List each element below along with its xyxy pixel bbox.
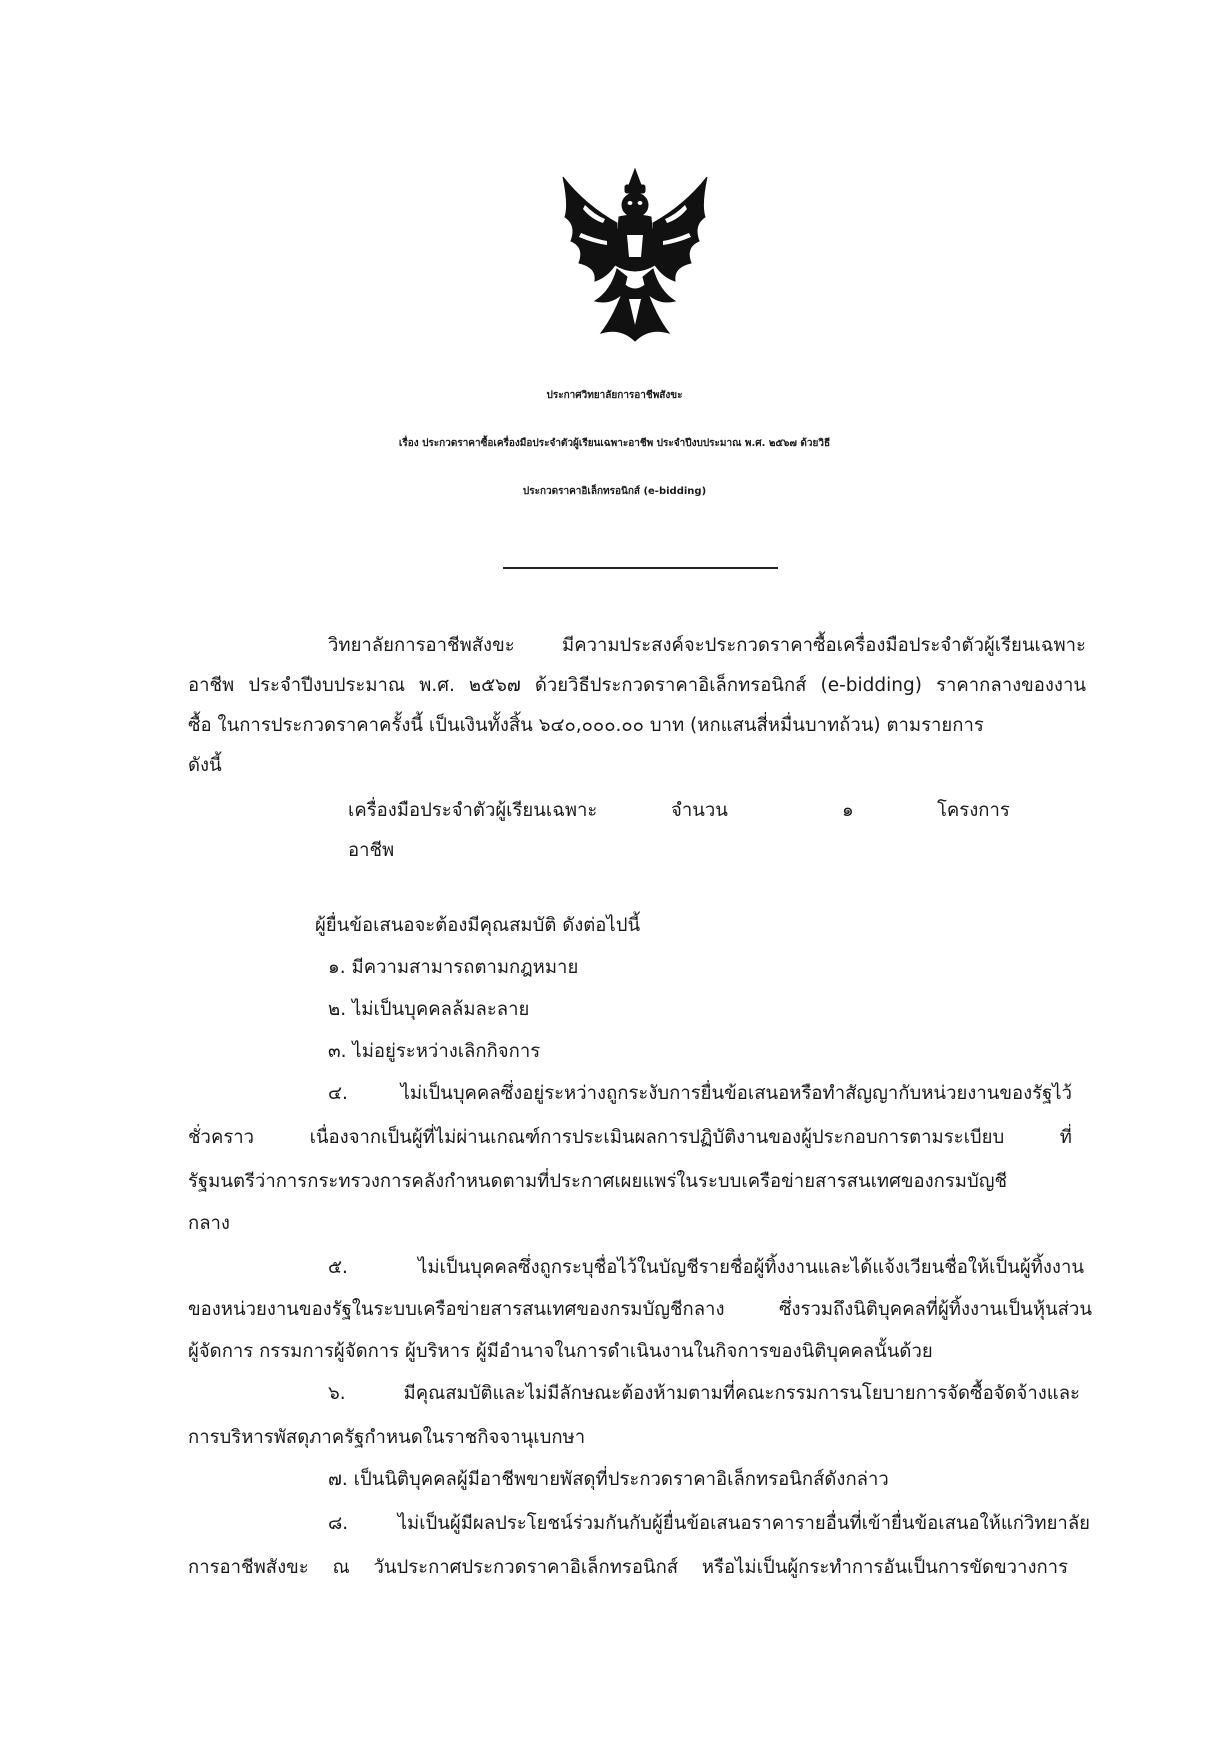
qualification-1: ๑. มีความสามารถตามกฎหมาย bbox=[328, 957, 579, 978]
qualification-3: ๓. ไม่อยู่ระหว่างเลิกกิจการ bbox=[328, 1041, 541, 1062]
qualification-8-line-2: การอาชีพสังขะ ณ วันประกาศประกวดราคาอิเล็กทรอนิกส์ หรือไม่เป็นผู้กระทำการอันเป็นการขัดขวางการ bbox=[188, 1557, 1068, 1578]
qualification-4-line-4: กลาง bbox=[188, 1213, 230, 1234]
qualification-4: ๔. ไม่เป็นบุคคลซึ่งอยู่ระหว่างถูกระงับการยื่นข้อเสนอหรือทำสัญญากับหน่วยงานของรัฐไว้ bbox=[328, 1083, 1072, 1104]
item-name-cont: อาชีพ bbox=[348, 840, 395, 861]
qualification-5-line-2: ของหน่วยงานของรัฐในระบบเครือข่ายสารสนเทศของกรมบัญชีกลาง ซึ่งรวมถึงนิติบุคคลที่ผู้ทิ้งงานเป็นหุ้นส่วน bbox=[188, 1299, 1092, 1320]
qualification-5-line-3: ผู้จัดการ กรรมการผู้จัดการ ผู้บริหาร ผู้มีอำนาจในการดำเนินงานในกิจการของนิติบุคคลนั้นด้วย bbox=[188, 1341, 933, 1362]
qualification-2: ๒. ไม่เป็นบุคคลล้มละลาย bbox=[328, 999, 530, 1020]
qualification-4-line-3: รัฐมนตรีว่าการกระทรวงการคลังกำหนดตามที่ประกาศเผยแพร่ในระบบเครือข่ายสารสนเทศของกรมบัญชี bbox=[188, 1171, 1008, 1192]
qualifications-heading: ผู้ยื่นข้อเสนอจะต้องมีคุณสมบัติ ดังต่อไปนี้ bbox=[315, 915, 641, 936]
qualification-6-line-2: การบริหารพัสดุภาครัฐกำหนดในราชกิจจานุเบกษา bbox=[188, 1427, 586, 1448]
qualification-8: ๘. ไม่เป็นผู้มีผลประโยชน์ร่วมกันกับผู้ยื่นข้อเสนอราคารายอื่นที่เข้ายื่นข้อเสนอให้แก่วิทยาลัย bbox=[328, 1513, 1090, 1534]
item-quantity: ๑ bbox=[842, 800, 854, 821]
qualification-4-line-2: ชั่วคราว เนื่องจากเป็นผู้ที่ไม่ผ่านเกณฑ์การประเมินผลการปฏิบัติงานของผู้ประกอบการตามระเบียบ ที่ bbox=[188, 1127, 1072, 1148]
item-quantity-label: จำนวน bbox=[671, 800, 728, 821]
announcement-subject-cont: ประกวดราคาอิเล็กทรอนิกส์ (e-bidding) bbox=[522, 486, 707, 497]
qualification-6: ๖. มีคุณสมบัติและไม่มีลักษณะต้องห้ามตามที่คณะกรรมการนโยบายการจัดซื้อจัดจ้างและ bbox=[328, 1383, 1080, 1404]
announcement-subject: เรื่อง ประกวดราคาซื้อเครื่องมือประจำตัวผู้เรียนเฉพาะอาชีพ ประจำปีงบประมาณ พ.ศ. ๒๕๖๗ ด้วยวิธี bbox=[398, 438, 831, 449]
qualification-5: ๕. ไม่เป็นบุคคลซึ่งถูกระบุชื่อไว้ในบัญชีรายชื่อผู้ทิ้งงานและได้แจ้งเวียนชื่อให้เป็นผู้ทิ้งงาน bbox=[328, 1257, 1084, 1278]
title-divider bbox=[503, 567, 778, 569]
intro-line-4: ดังนี้ bbox=[188, 755, 222, 776]
qualification-7: ๗. เป็นนิติบุคคลผู้มีอาชีพขายพัสดุที่ประกวดราคาอิเล็กทรอนิกส์ดังกล่าว bbox=[328, 1469, 889, 1490]
intro-line-1: วิทยาลัยการอาชีพสังขะ มีความประสงค์จะประกวดราคาซื้อเครื่องมือประจำตัวผู้เรียนเฉพาะ bbox=[328, 635, 1086, 656]
intro-line-3: ซื้อ ในการประกวดราคาครั้งนี้ เป็นเงินทั้งสิ้น ๖๔๐,๐๐๐.๐๐ บาท (หกแสนสี่หมื่นบาทถ้วน) ตามรายการ bbox=[188, 715, 984, 736]
intro-line-2: อาชีพ ประจำปีงบประมาณ พ.ศ. ๒๕๖๗ ด้วยวิธีประกวดราคาอิเล็กทรอนิกส์ (e-bidding) ราคากลางของงาน bbox=[188, 675, 1086, 696]
announcement-title: ประกาศวิทยาลัยการอาชีพสังขะ bbox=[546, 390, 683, 401]
item-unit: โครงการ bbox=[937, 800, 1010, 821]
garuda-emblem-icon bbox=[555, 165, 715, 345]
item-name: เครื่องมือประจำตัวผู้เรียนเฉพาะ bbox=[348, 800, 598, 821]
